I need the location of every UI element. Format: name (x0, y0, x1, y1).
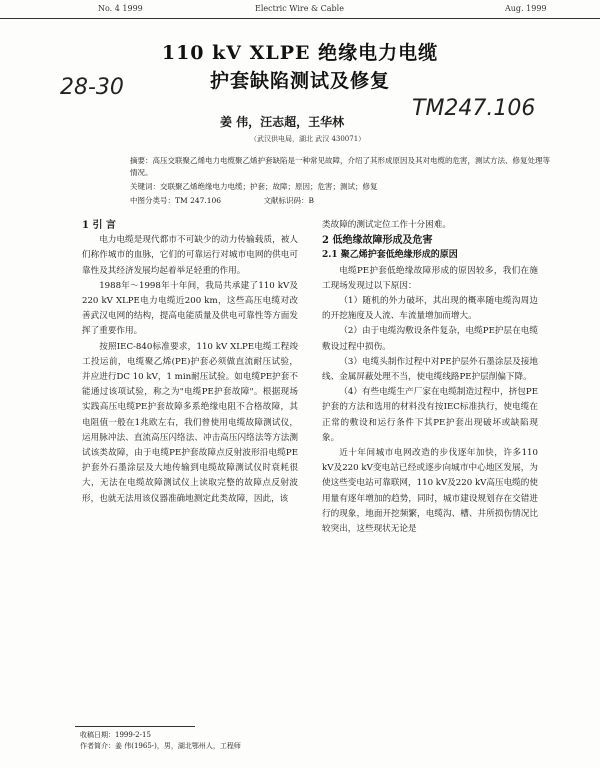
document-code: 文献标识码：B (263, 196, 314, 205)
issue-date: Aug. 1999 (505, 4, 547, 13)
abstract-block (130, 155, 550, 207)
author-list: 姜 伟，汪志超，王华林 (220, 115, 345, 129)
paragraph: （1）随机的外力破坏，其出现的概率随电缆沟周边的开挖施度及人流、车流量增加而增大。 (322, 296, 538, 322)
handwritten-class-code: TM247.106 (412, 96, 536, 121)
section-1-heading: 1 引 言 (82, 220, 116, 231)
paragraph-continued: 类故障的测试定位工作十分困难。 (322, 220, 451, 230)
running-header (0, 0, 600, 19)
footnote (80, 730, 310, 752)
received-date: 收稿日期：1999-2-15 (80, 731, 151, 739)
paragraph: 1988年～1998年十年间，我局共承建了110 kV及220 kV XLPE电力电缆近200 km，这些高压电缆对改善武汉电网的结构，提高电能质量及供电可靠性等方面发挥了重要作用。 (82, 280, 298, 337)
paragraph: （3）电缆头制作过程中对PE护层外石墨涂层及接地线、金属屏蔽处理不当，使电缆线路PE护层削偏下降。 (322, 356, 538, 383)
abstract-summary: 摘要：高压交联聚乙烯电力电缆聚乙烯护套缺陷是一种常见故障，介绍了其形成原因及其对电缆的危害，测试方法、修复处理等情况。 (130, 156, 550, 177)
author-affiliation: （武汉供电局，湖北 武汉 430071） (250, 135, 366, 143)
right-column (322, 218, 538, 537)
section-2-heading: 2 低绝缘故障形成及危害 (322, 235, 433, 247)
title-line-2: 护套缺陷测试及修复 (209, 70, 390, 92)
issue-number: No. 4 1999 (98, 4, 143, 13)
paragraph: （2）由于电缆沟敷设条件复杂，电缆PE护层在电缆敷设过程中损伤。 (322, 326, 538, 352)
footnote-rule (75, 726, 195, 727)
paragraph: 电力电缆是现代都市不可缺少的动力传输载质，被人们称作城市的血脉，它们的可靠运行对城市电网的供电可靠性及其经济发展均起着举足轻重的作用。 (82, 235, 298, 276)
classification-line (130, 195, 550, 207)
handwritten-page-range: 28-30 (60, 75, 124, 100)
journal-name: Electric Wire & Cable (255, 4, 344, 13)
paragraph: 电缆PE护套低绝缘故障形成的原因较多，我们在施工现场发现过以下原因： (322, 265, 538, 291)
paragraph: 按照IEC-840标准要求，110 kV XLPE电缆工程竣工投运前，电缆聚乙烯(PE)护套必须做直流耐压试验，并应进行DC 10 kV，1 min耐压试验。如电缆PE护套不能通过该项试验，称之为"电缆PE护套故障"。根据现场实践高压电缆PE护套故障多系绝缘电阻不合格故障，其电阻值一般在1兆欧左右，我们曾使用电缆故障测试仪，运用脉冲法、直流高压闪络法、冲击高压闪络法等方法测试该类故障，由于电缆PE护套故障点反射波形沿电缆PE护套外石墨涂层及大地传输到电缆故障测试仪时衰耗很大，无法在电缆故障测试仪上读取完整的故障点反射波形，也就无法用该仪器准确地测定此类故障，因此，该 (82, 341, 298, 504)
subsection-2-1-heading: 2.1 聚乙烯护套低绝缘形成的原因 (322, 250, 458, 261)
keywords: 关键词：交联聚乙烯绝缘电力电缆；护套；故障；原因；危害；测试；修复 (130, 182, 378, 191)
paragraph: 近十年间城市电网改造的步伐逐年加快，许多110 kV及220 kV变电站已经或逐步向城市中心地区发展，为使这些变电站可靠联网，110 kV及220 kV高压电缆的使用量有逐年增加的趋势，同时，城市建设规划存在交错进行的现象，地面开挖频繁，电缆沟、槽、井所损伤情况比较突出，这些现状无论是 (322, 448, 538, 535)
left-column (82, 218, 298, 507)
title-line-1: 110 kV XLPE 绝缘电力电缆 (161, 42, 439, 64)
paragraph: （4）有些电缆生产厂家在电缆制造过程中，挤包PE护套的方法和选用的材料没有按IEC标准执行，使电缆在正常的敷设和运行条件下其PE护套出现破坏或缺陷现象。 (322, 387, 538, 443)
author-bio: 作者简介：姜 伟(1965-)，男，湖北鄂州人，工程师 (80, 742, 241, 750)
clc-number: 中图分类号：TM 247.106 (130, 196, 222, 205)
